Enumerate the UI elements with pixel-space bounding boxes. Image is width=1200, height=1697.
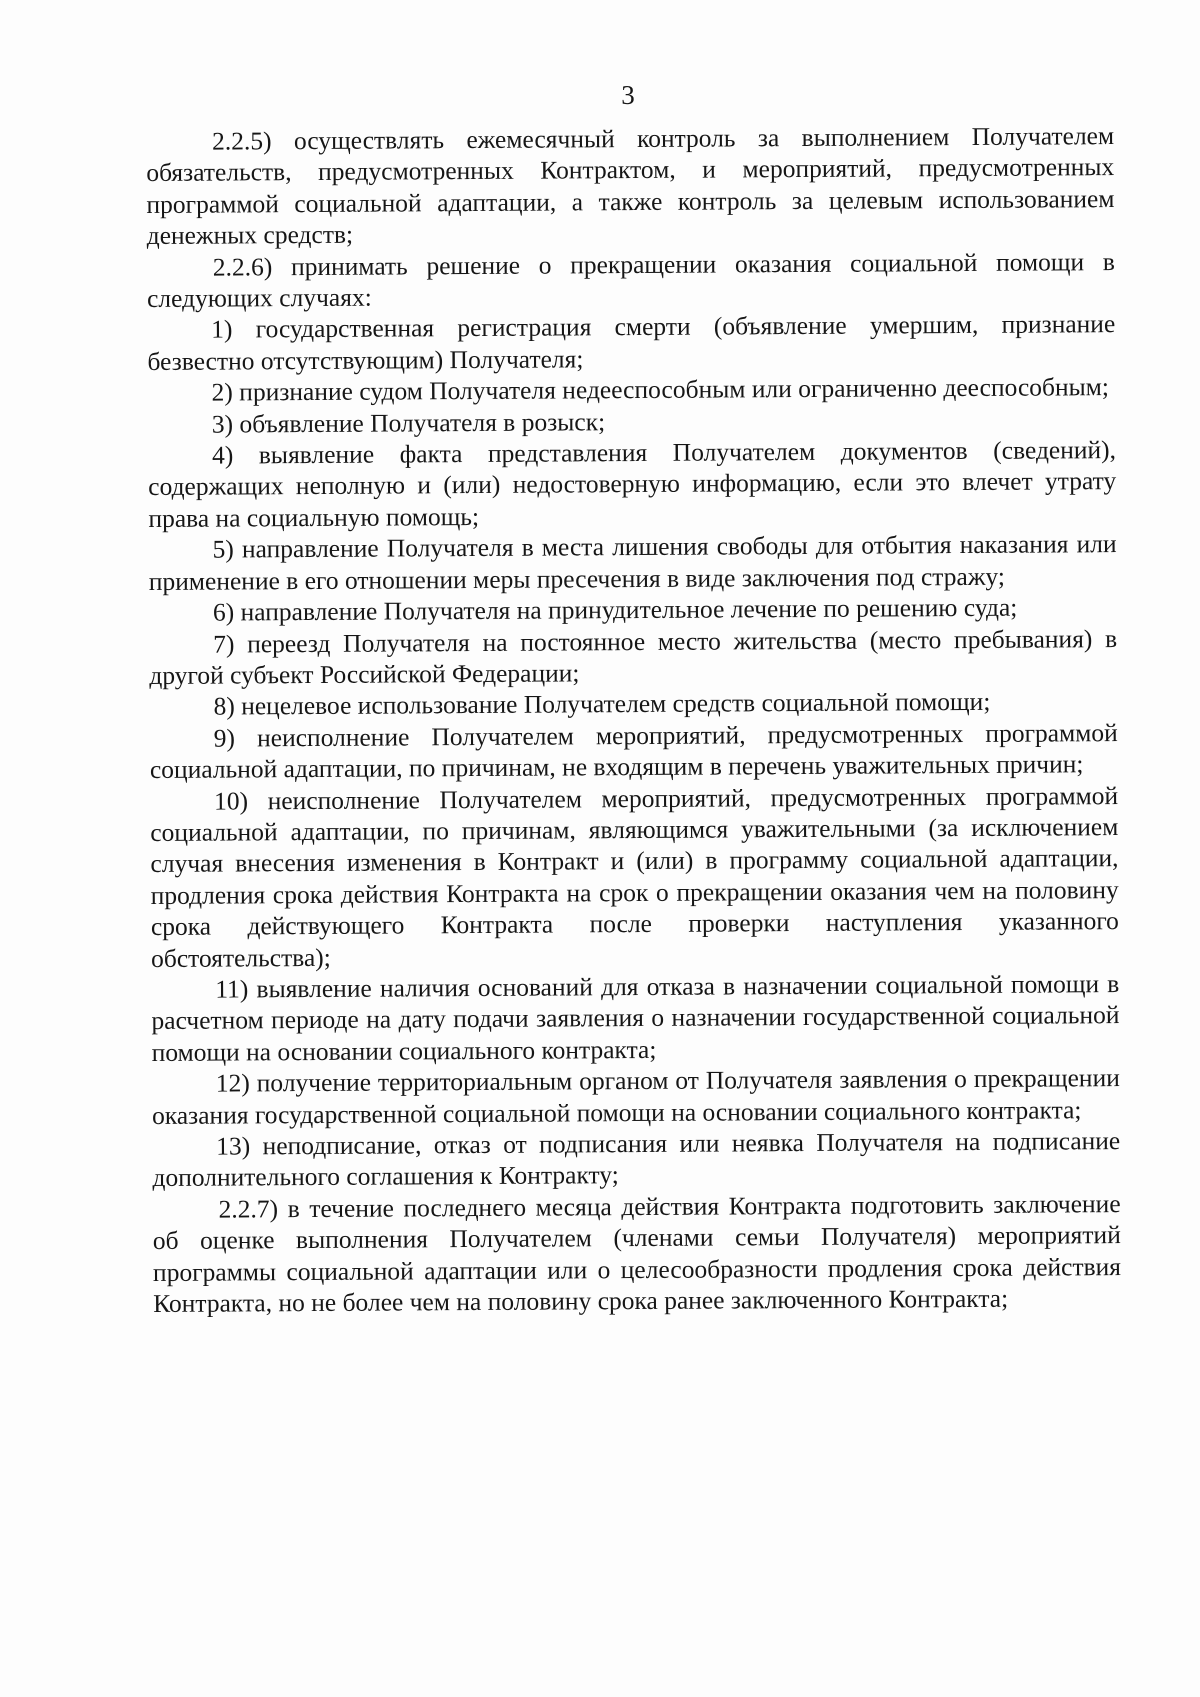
list-item: 4) выявление факта представления Получателем документов (сведений), содержащих неполную и (или) недостоверную информацию, если это влечет утрату права на социальную помощь;: [148, 435, 1117, 533]
clause-2-2-5: 2.2.5) осуществлять ежемесячный контроль за выполнением Получателем обязательств, предусмотренных Контрактом, и мероприятий, предусмотренных программой социальной адаптации, а также контроль за целевым использованием денежных средств;: [146, 121, 1115, 251]
clause-2-2-7: 2.2.7) в течение последнего месяца действия Контракта подготовить заключение об оценке выполнения Получателем (членами семьи Получателя) мероприятий программы социальной адаптации или о целесообразности продления срока действия Контракта, но не более чем на половину срока ранее заключенного Контракта;: [152, 1188, 1122, 1319]
list-item: 10) неисполнение Получателем мероприятий, предусмотренных программой социальной адаптации, по причинам, являющимся уважительными (за исключением случая внесения изменения в Контракт и (или) в программу социальной адаптации, продления срока действия Контракта на срок о прекращении оказания чем на половину срока действующего Контракта после проверки наступления указанного обстоятельства);: [150, 780, 1119, 973]
list-item: 2) признание судом Получателя недееспособным или ограниченно дееспособным;: [211, 372, 1110, 407]
clause-2-2-6: 2.2.6) принимать решение о прекращении оказания социальной помощи в следующих случаях:: [146, 246, 1115, 314]
list-item: 6) направление Получателя на принудительное лечение по решению суда;: [212, 592, 1018, 627]
list-item: 5) направление Получателя в места лишения свободы для отбытия наказания или применение в его отношении меры пресечения в виде заключения под стражу;: [148, 529, 1117, 596]
list-item: 11) выявление наличия оснований для отказа в назначении социальной помощи в расчетном периоде на дату подачи заявления о назначении государственной социальной помощи на основании социального контракта;: [151, 969, 1120, 1067]
list-item: 12) получение территориальным органом от Получателя заявления о прекращении оказания государственной социальной помощи на основании социального контракта;: [151, 1063, 1120, 1130]
list-item: 7) переезд Получателя на постоянное место жительства (место пребывания) в другой субъект Российской Федерации;: [149, 623, 1118, 690]
list-item: 3) объявление Получателя в розыск;: [211, 406, 606, 439]
page-number: 3: [621, 80, 635, 110]
list-item: 13) неподписание, отказ от подписания или неявка Получателя на подписание дополнительного соглашения к Контракту;: [152, 1126, 1121, 1193]
list-item: 8) нецелевое использование Получателем средств социальной помощи;: [213, 687, 991, 721]
document-body: [146, 120, 1121, 1319]
list-item: 9) неисполнение Получателем мероприятий, предусмотренных программой социальной адаптации, по причинам, не входящим в перечень уважительных причин;: [149, 717, 1118, 785]
list-item: 1) государственная регистрация смерти (объявление умершим, признание безвестно отсутствующим) Получателя;: [147, 309, 1116, 376]
